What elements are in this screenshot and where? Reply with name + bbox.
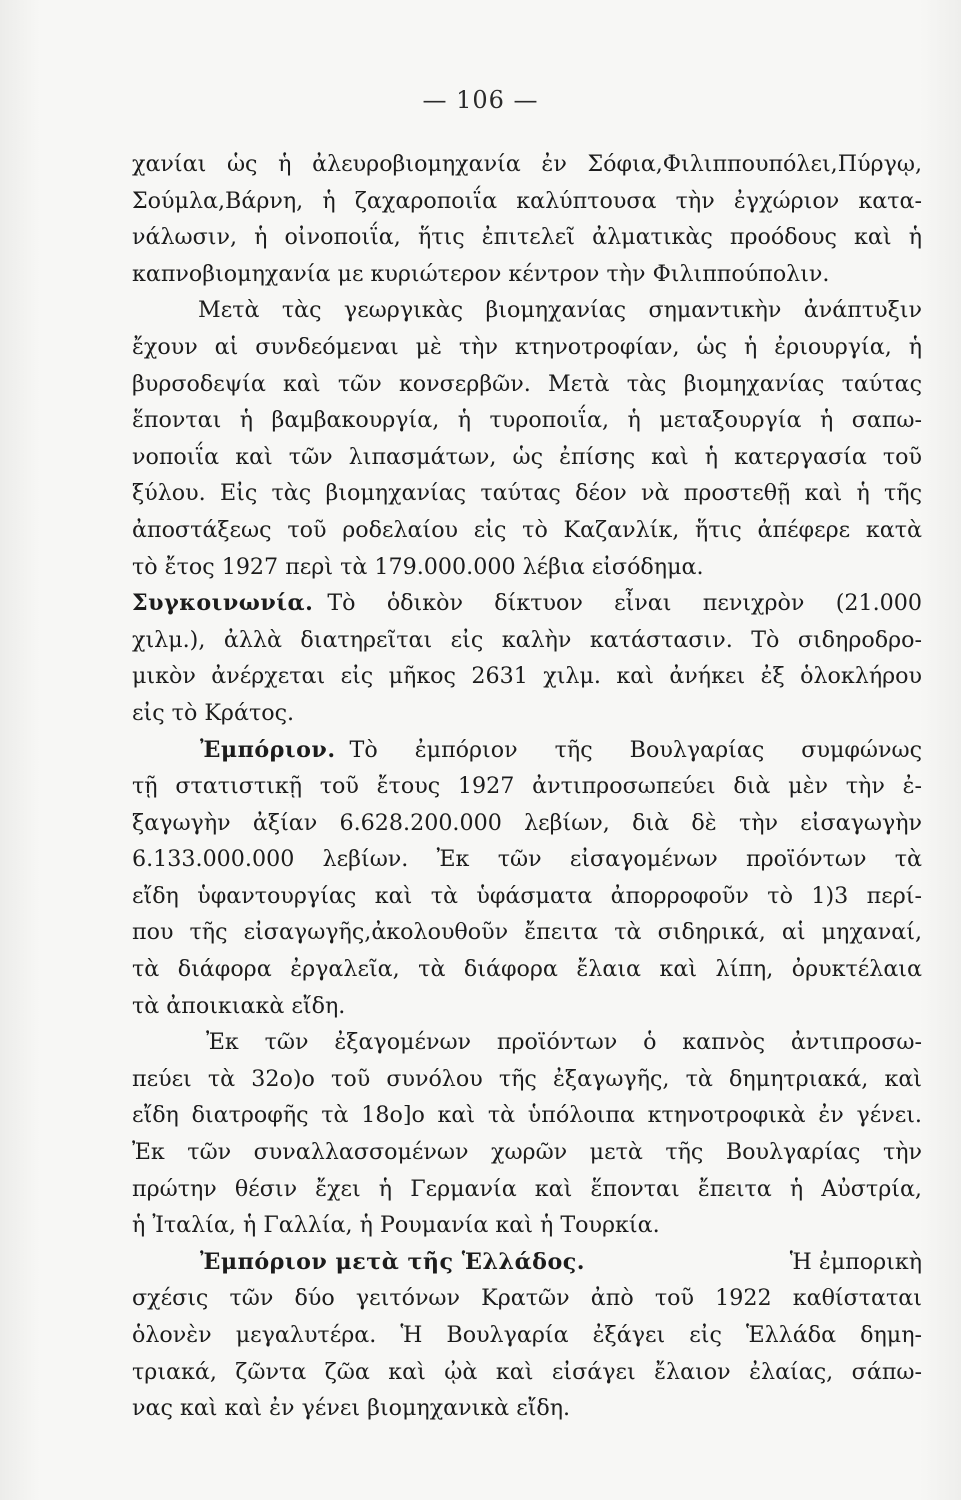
text-line: χανίαι ὡς ἡ ἀλευροβιομηχανία ἐν Σόφια,Φιλιππουπόλει,Πύργῳ,: [132, 151, 922, 177]
text-line: τὰ διάφορα ἐργαλεῖα, τὰ διάφορα ἔλαια καὶ λίπη, ὀρυκτέλαια: [132, 956, 922, 983]
text-line: χιλμ.), ἀλλὰ διατηρεῖται εἰς καλὴν κατάστασιν. Τὸ σιδηροδρο-: [132, 626, 922, 653]
page-body-text: [132, 146, 922, 1427]
text-line: νοποιΐα καὶ τῶν λιπασμάτων, ὡς ἐπίσης καὶ ἡ κατεργασία τοῦ: [132, 443, 922, 470]
page-number: — 106 —: [422, 86, 539, 114]
text-line-with-heading: [132, 585, 922, 622]
text-line: εἴδη διατροφῆς τὰ 18ο]ο καὶ τὰ ὑπόλοιπα κτηνοτροφικὰ ἐν γένει.: [132, 1102, 922, 1129]
text-line: καπνοβιομηχανία με κυριώτερον κέντρον τὴν Φιλιππούπολιν.: [132, 260, 830, 287]
text-line: μικὸν ἀνέρχεται εἰς μῆκος 2631 χιλμ. καὶ ἀνήκει ἐξ ὁλοκλήρου: [132, 663, 922, 690]
text-line: σχέσις τῶν δύο γειτόνων Κρατῶν ἀπὸ τοῦ 1922 καθίσταται: [132, 1285, 922, 1312]
text-line: εἴδη ὑφαντουργίας καὶ τὰ ὑφάσματα ἀπορροφοῦν τὸ 1)3 περί-: [132, 882, 922, 909]
text-line: τῇ στατιστικῇ τοῦ ἔτους 1927 ἀντιπροσωπεύει διὰ μὲν τὴν ἐ-: [132, 773, 922, 800]
text-line: τὰ ἀποικιακὰ εἴδη.: [132, 992, 346, 1019]
text-line-with-heading: [132, 732, 922, 769]
section-heading-commerce: Ἐμπόριον.: [200, 736, 336, 763]
text-line: τριακά, ζῶντα ζῶα καὶ ᾠὰ καὶ εἰσάγει ἔλαιον ἐλαίας, σάπω-: [132, 1358, 922, 1385]
text-line-with-heading: [132, 1244, 922, 1281]
text-line: Σούμλα,Βάρνη, ἡ ζαχαροποιΐα καλύπτουσα τὴν ἐγχώριον κατα-: [132, 187, 922, 214]
text-line: ὁλονὲν μεγαλυτέρα. Ἡ Βουλγαρία ἐξάγει εἰς Ἑλλάδα δημη-: [132, 1322, 922, 1348]
text-line: ἀποστάξεως τοῦ ροδελαίου εἰς τὸ Καζανλίκ, ἥτις ἀπέφερε κατὰ: [132, 516, 922, 543]
text-line: τὸ ἔτος 1927 περὶ τὰ 179.000.000 λέβια εἰσόδημα.: [132, 553, 704, 580]
text-line: Τὸ ἐμπόριον τῆς Βουλγαρίας συμφώνως: [349, 736, 922, 763]
section-heading-transport: Συγκοινωνία.: [132, 590, 314, 617]
text-line: που τῆς εἰσαγωγῆς,ἀκολουθοῦν ἔπειτα τὰ σιδηρικά, αἱ μηχαναί,: [132, 919, 922, 946]
text-line: βυρσοδεψία καὶ τῶν κονσερβῶν. Μετὰ τὰς βιομηχανίας ταύτας: [132, 370, 922, 397]
text-line: εἰς τὸ Κράτος.: [132, 699, 295, 726]
text-line: νάλωσιν, ἡ οἰνοποιΐα, ἥτις ἐπιτελεῖ ἀλματικὰς προόδους καὶ ἡ: [132, 224, 922, 251]
text-line: 6.133.000.000 λεβίων. Ἐκ τῶν εἰσαγομένων προϊόντων τὰ: [132, 846, 922, 873]
section-heading-commerce-greece: Ἐμπόριον μετὰ τῆς Ἑλλάδος.: [200, 1248, 585, 1275]
text-line: νας καὶ καὶ ἐν γένει βιομηχανικὰ εἴδη.: [132, 1395, 571, 1422]
text-line: πεύει τὰ 32ο)ο τοῦ συνόλου τῆς ἐξαγωγῆς, τὰ δημητριακά, καὶ: [132, 1065, 922, 1092]
text-line: ἔχουν αἱ συνδεόμεναι μὲ τὴν κτηνοτροφίαν, ὡς ἡ ἐριουργία, ἡ: [132, 333, 922, 360]
text-line: Ἐκ τῶν ἐξαγομένων προϊόντων ὁ καπνὸς ἀντιπροσω-: [206, 1029, 922, 1056]
text-line: Τὸ ὁδικὸν δίκτυον εἶναι πενιχρὸν (21.000: [327, 590, 922, 617]
text-line: Ἡ ἐμπορικὴ: [789, 1248, 922, 1275]
text-line: Μετὰ τὰς γεωργικὰς βιομηχανίας σημαντικὴν ἀνάπτυξιν: [198, 297, 922, 324]
text-line: ξύλου. Εἰς τὰς βιομηχανίας ταύτας δέον νὰ προστεθῇ καὶ ἡ τῆς: [132, 480, 922, 507]
text-line: ἕπονται ἡ βαμβακουργία, ἡ τυροποιΐα, ἡ μεταξουργία ἡ σαπω-: [132, 407, 922, 434]
text-line: ἡ Ἰταλία, ἡ Γαλλία, ἡ Ρουμανία καὶ ἡ Τουρκία.: [132, 1212, 660, 1239]
text-line: ξαγωγὴν ἀξίαν 6.628.200.000 λεβίων, διὰ δὲ τὴν εἰσαγωγὴν: [132, 809, 922, 836]
text-line: πρώτην θέσιν ἔχει ἡ Γερμανία καὶ ἕπονται ἔπειτα ἡ Αὐστρία,: [132, 1175, 922, 1202]
text-line: Ἐκ τῶν συναλλασσομένων χωρῶν μετὰ τῆς Βουλγαρίας τὴν: [132, 1139, 922, 1166]
